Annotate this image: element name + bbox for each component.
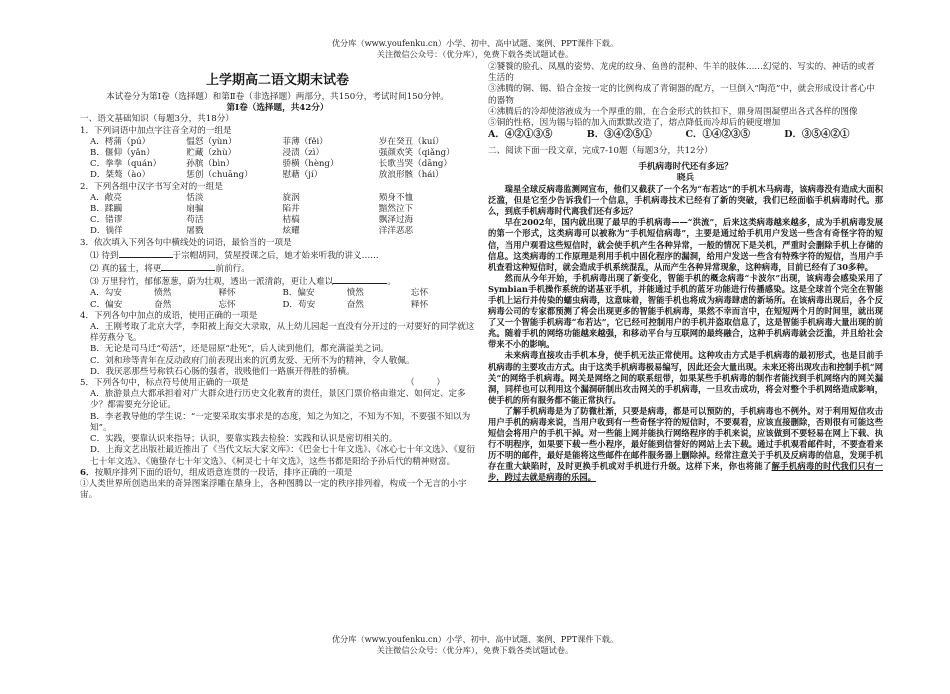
q2-option-row (80, 215, 475, 226)
q3-o8: 奋然 (154, 299, 172, 310)
q2-a-1: A．敞亮 (90, 192, 122, 203)
q4-option-c: C．刘和珍等青年在反动政府门前表现出来的沉勇友爱、无所不为的精神，令人敬佩。 (90, 355, 415, 366)
article-title: 手机病毒时代还有多远？ (638, 161, 733, 172)
header-line-1: 优分库（www.youfenku.cn）小学、初中、高中试题、案例、PPT课件下载。 (331, 38, 619, 48)
q2-d-3: 炫耀 (282, 226, 300, 237)
q3-o4: B．偏安 (282, 288, 315, 299)
q1-b-2: 贮藏（zhù） (186, 148, 237, 159)
part1-heading: 第Ⅰ卷（选择题，共42分） (226, 103, 329, 114)
q2-c-2: 苟活 (186, 215, 204, 226)
q2-option-row (80, 204, 475, 215)
q2-d-1: D．徜徉 (90, 226, 123, 237)
article-body (488, 184, 883, 484)
article-paragraph-2: 早在2002年，国内就出现了最早的手机病毒——“洪流”，后来这类病毒越来越多，成为手机病毒发展的第一个形式，这类病毒可以被称为“手机短信病毒”，主要是通过给手机用户发送一些含有奇怪字符的短信，当用户观看这些短信时，就会使手机产生各种异常，一般的情况下是关机，严重时会删除手机上存储的信息。这类病毒的工作原理是利用手机中固化程序的漏洞，给用户发送一些含有特殊字符的短信，当用户手机查看这种短信时，就会造成手机系统混乱，从而产生各种异常现象，这种病毒，目前已经有了30多种。 (488, 217, 883, 272)
q5-stem: 5．下列各句中，标点符号使用正确的一项是 (80, 378, 249, 389)
q1-d-1: D．桀骜（ào） (90, 170, 151, 181)
q3-o1: A．勾安 (90, 288, 122, 299)
q3-o2: 愤然 (154, 288, 172, 299)
q1-a-2: 愠怒（yùn） (186, 136, 237, 147)
q2-a-4: 殒身不恤 (378, 192, 414, 203)
q3-o7: C．偏安 (90, 299, 123, 310)
page-footer (250, 634, 700, 656)
q1-stem: 1．下列词语中加点字注音全对的一组是 (80, 125, 232, 136)
q1-c-2: 孙膑（bìn） (186, 159, 235, 170)
q3-o6: 忘怀 (410, 288, 429, 299)
q1-c-3: 骄横（hèng） (282, 159, 339, 170)
q3-sentence-3 (80, 275, 475, 288)
q1-option-row (80, 159, 475, 170)
q3-blank-1 (119, 249, 173, 258)
q6-option-d: D．③⑤④②① (784, 129, 850, 141)
q1-b-4: 强颜欢笑（qiǎng） (378, 148, 455, 159)
q3-blank-3 (333, 275, 387, 284)
q1-c-4: 长歌当哭（dāng） (378, 159, 452, 170)
q1-a-4: 岁在癸丑（kuí） (378, 136, 444, 147)
q1-c-1: C．拳拳（quán） (90, 159, 162, 170)
q4-option-b: B．无论是司马迁“苟活”，还是屈原“赴死”，后人读到他们，都充满溢美之词。 (90, 344, 389, 355)
footer-line-1: 优分库（www.youfenku.cn）小学、初中、高中试题、案例、PPT课件下载。 (331, 634, 619, 644)
q2-b-3: 陷井 (282, 204, 300, 215)
q2-a-2: 恬淡 (186, 192, 204, 203)
q3-s1-a: ⑴ 待到 (90, 250, 119, 261)
q6-item-1: ①人类世界所创造出来的奇异图案浮雕在鼎身上，各种图腾以一定的秩序排列着，构成一个无言的小宇宙。 (80, 478, 467, 501)
article-paragraph-5 (488, 406, 883, 484)
q6-option-b: B．③④②⑤① (586, 129, 652, 141)
q2-stem: 2．下列各组中汉字书写全对的一组是 (80, 181, 223, 192)
q2-b-1: B．蹂躏 (90, 204, 123, 215)
q6-number: 6． (80, 467, 95, 478)
q6-item-3: ③沸腾的铜、锡、铅合金按一定的比例构成了青铜器的配方，一旦倒入“陶范”中，就会形成设计者心中的器物 (488, 84, 875, 106)
article-author: 晓兵 (676, 172, 695, 183)
q5-option-c: C．实践，要靠认识来指导；认识，要靠实践去检验：实践和认识是密切相关的。 (90, 434, 398, 445)
q1-b-1: B．偃仰（yǎn） (90, 148, 155, 159)
q3-s1-b: 于宗帽胡同，赁屋授课之后，她才始来听我的讲义…… (172, 250, 379, 261)
q2-c-1: C．错谬 (90, 215, 123, 226)
q2-b-4: 黯然泣下 (378, 204, 414, 215)
q2-c-3: 桔槁 (282, 215, 300, 226)
q3-s2-a: ⑵ 真的猛士，将更 (90, 264, 162, 275)
q3-o12: 释怀 (410, 299, 429, 310)
q3-o3: 释怀 (218, 288, 236, 299)
q5-option-d: D．上海文艺出版社最近推出了《当代文坛大家文库》：《巴金七十年文选》、《冰心七十年文选》、《夏衍七十年文选》、《施蛰存七十年文选》、《柯灵七十年文选》，这些书都是阳给予孙后代的精神财富。 (90, 445, 475, 467)
q2-option-row (80, 226, 475, 237)
article-paragraph-3: 然而从今年开始，手机病毒出现了新变化，智能手机的概念病毒“卡波尔”出现，该病毒会感染采用了Symbian手机操作系统的诺基亚手机，并能通过手机的蓝牙功能进行传播感染。这是全球首个完全在智能手机上运行并传染的蠕虫病毒，这意味着，智能手机也将成为病毒肆虐的新场所。在该病毒出现后，各个反病毒公司的专家都预测了将会出现更多的智能手机病毒，果然不幸而言中，在短短两个月的时间里，就出现了又一个智能手机病毒“布若达”，它已经可控制用户的手机并盗取信息了，这是智能手机病毒大量出现的前兆。随着手机的网络功能越来越强，和移动平台与互联网的最终融合，这种手机病毒就会泛滥，并且给社会带来不小的影响。 (488, 272, 883, 350)
q2-a-3: 旋涡 (282, 192, 300, 203)
q6-item-4: ④沸腾后的冷却使溶液成为一个厚重的鼎，在合金形式的铁扣下，鼎身周围凝塑出各式各样的图像 (488, 106, 858, 117)
q3-sentence-1 (80, 249, 475, 262)
footer-line-2: 关注微信公众号：（优分库），免费下载各类试题试卷。 (376, 645, 574, 655)
q3-o11: 奋然 (346, 299, 364, 310)
article-p5-underlined: 解手机病毒的时代我们只有一步，跨过去就是病毒的乐园。 (488, 461, 883, 483)
q1-option-row (80, 170, 475, 181)
q1-b-3: 浸渍（zì） (282, 148, 325, 159)
q2-b-2: 扇骗 (186, 204, 204, 215)
q2-c-4: 飘泽过海 (378, 215, 414, 226)
article-paragraph-4: 未来病毒直接攻击手机本身，使手机无法正常使用。这种攻击方式是手机病毒的最初形式，也是目前手机病毒的主要攻击方式。由于这类手机病毒极易编写，因此还会大量出现。未来还将出现攻击和控制手机“网关”的网络手机病毒。网关是网络之间的联系纽带，如果某些手机病毒的制作者能找到手机网络内的网关漏洞，同样也可以利用这个漏洞研制出攻击网关的手机病毒，一旦攻击成功，将会对整个手机网络造成影响，使手机的所有服务都不能正常执行。 (488, 350, 883, 405)
header-line-2: 关注微信公众号：（优分库），免费下载各类试题试卷。 (376, 49, 574, 59)
q1-d-3: 慰藉（jí） (282, 170, 323, 181)
q3-stem: 3．依次填入下列各句中横线处的词语，最恰当的一项是 (80, 237, 292, 248)
q4-option-a: A．王刚考取了北京大学，李阳被上海交大录取，从上幼儿园起一直没有分开过的一对要好的同学就这样劳燕分飞。 (90, 322, 475, 344)
exam-title: 上学期高二语文期末试卷 (205, 73, 349, 88)
q3-option-row (80, 300, 475, 311)
q2-d-2: 屠戮 (186, 226, 204, 237)
q1-d-4: 放浪形骸（hái） (378, 170, 444, 181)
q3-s3-b: 。 (387, 277, 396, 288)
q5-option-b: B．李老教导他的学生说：“一定要采取实事求是的态度，知之为知之，不知为不知，不要强不知以为知”。 (90, 411, 471, 433)
left-column (80, 62, 475, 501)
q6-item-5: ⑤铜的性格，因为锡与铅的加入而默默改造了，熔点降低而冷却后的硬度增加 (488, 118, 781, 129)
q3-o10: D．苟安 (282, 299, 316, 310)
q6-option-a: A．④②①③⑤ (488, 129, 553, 141)
q5-option-a: A．旅游景点大都承担着对广大群众进行历史文化教育的责任，景区门票价格由谁定、如何定、定多少？都需要充分论证。 (90, 389, 466, 411)
q3-s2-b: 前前行。 (215, 264, 250, 275)
article-p5-body: 了解手机病毒是为了防微杜渐，只要是病毒，都是可以预防的，手机病毒也不例外。对于利用短信攻击用户手机的病毒来说，当用户收到有一些奇怪字符的短信时，不要观看，应该直接删除，否则很有可能这些短信会将用户的手机干掉。对一些能上网并能执行网络程序的手机来说，应该做到不要轻易在网上下载、执行不明程序，如果要下载一些小程序，最好能到信誉好的网站上去下载。通过手机观看邮件时，不要查看来历不明的邮件，最好是能将这些邮件在邮件服务器上删除掉。经常注意关于手机及反病毒的信息，发现手机存在重大缺陷时，及时更换手机或对手机进行升级。这样下来，你也将能了 (488, 405, 883, 472)
exam-intro: 本试卷分为第Ⅰ卷（选择题）和第Ⅱ卷（非选择题）两部分，共150分，考试时间150分钟。 (106, 92, 449, 102)
q4-stem: 4．下列各句中加点的成语，使用正确的一项是 (80, 310, 258, 321)
page-header (250, 38, 700, 60)
q2-option-row (80, 193, 475, 204)
right-column (488, 62, 883, 484)
q1-option-row (80, 148, 475, 159)
q3-o5: 愤然 (346, 288, 364, 299)
q6-stem-line (80, 468, 475, 479)
q3-o9: 忘怀 (218, 299, 236, 310)
q3-s3-a: ⑶ 万里狩竹，郁郁葱葱，蔚为壮观，透出一派清韵，更让人难以 (90, 277, 334, 288)
q6-option-c: C．①④②③⑤ (685, 129, 751, 141)
q1-option-row (80, 137, 475, 148)
q6-item-2: ②饕餮的脸孔、凤凰的姿势、龙虎的纹身、鱼兽的混种、牛羊的肢体……幻觉的、写实的、神话的或者生活的 (488, 62, 875, 84)
q5-answer-paren: （ ） (405, 378, 445, 389)
q6-stem: 按顺序排列下面的语句，组成语意连贯的一段话，排序正确的一项是 (94, 467, 353, 478)
q1-d-2: 惩创（chuāng） (186, 170, 253, 181)
q1-a-3: 菲薄（fěi） (282, 136, 328, 147)
q4-option-d: D．我厌恶那些号称铁石心肠的强者，戕贱他们一路旗开得胜的骄横。 (90, 366, 355, 377)
q3-sentence-2 (80, 262, 475, 275)
q1-a-1: A．樗蒲（pú） (90, 136, 151, 147)
q3-option-row (80, 288, 475, 299)
section2-heading: 二、阅读下面一段文章，完成7-10题（每题3分，共12分） (488, 146, 713, 157)
article-paragraph-1: 瑞星全球反病毒监测网宣布，他们又截获了一个名为“布若达”的手机木马病毒，该病毒没有造成大面积泛滥，但是它至少告诉我们一个信息，手机病毒技术已经有了新的突破，我们已经面临手机病毒时代。那么，到底手机病毒时代离我们还有多远？ (488, 184, 883, 217)
section1-heading: 一、语文基础知识（每题3分，共18分） (80, 114, 234, 125)
q2-d-4: 洋洋恶恶 (378, 226, 414, 237)
q3-blank-2 (161, 262, 215, 271)
q6-options (488, 129, 883, 140)
q5-stem-line (80, 378, 475, 389)
